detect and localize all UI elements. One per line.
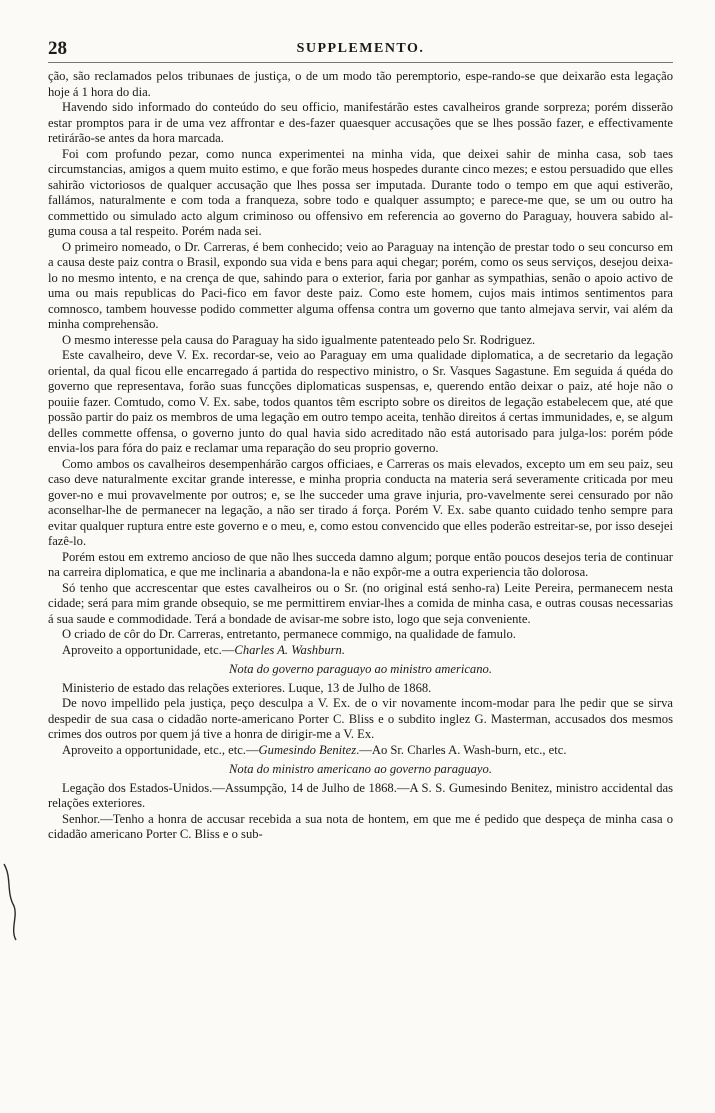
closing-text: Aproveito a opportunidade, etc.— <box>62 642 235 657</box>
section-heading: Nota do ministro americano ao governo paraguayo. <box>229 762 492 776</box>
running-title: SUPPLEMENTO. <box>296 41 425 56</box>
paragraph: Senhor.—Tenho a honra de accusar recebida a sua nota de hontem, em que me é pedido que despeça de minha casa o cidadão americano Porter C. Bliss e o sub- <box>48 811 673 841</box>
dateline: Ministerio de estado das relações exteriores. Luque, 13 de Julho de 1868. <box>62 680 432 695</box>
scan-edge-mark <box>0 860 22 944</box>
closing-text: Aproveito a opportunidade, etc., etc.— <box>62 742 259 757</box>
signature: Charles A. Washburn. <box>234 642 345 657</box>
paragraph: Só tenho que accrescentar que estes cavalheiros ou o Sr. (no original está senho-ra) Leite Pereira, permanecem nesta cidade; será para mim grande obsequio, se me permittirem enviar-lhes a comida de minha casa, e outras cousas necessarias á sua saude e commodidade. Terá a bondade de avisar-me sobre isto, logo que seja conveniente. <box>48 580 673 626</box>
page <box>48 38 673 843</box>
page-number: 28 <box>48 38 67 59</box>
page-header <box>48 38 673 63</box>
paragraph: O criado de côr do Dr. Carreras, entretanto, permanece commigo, na qualidade de famulo. <box>62 627 516 641</box>
paragraph: O primeiro nomeado, o Dr. Carreras, é bem conhecido; veio ao Paraguay na intenção de prestar todo o seu concurso em a causa deste paiz contra o Brasil, expondo sua vida e bens para aqui chegar; porém, como os seus serviços, desejou deixa-lo no mesmo intento, e na crença de que, sahindo para o exterior, faria por ganhar as sympathias, senão o apoio activo de uma ou mais republicas do Paci-fico em favor deste paiz. Como este homem, cujos mais intimos sentimentos para comnosco, tambem houvesse podido commetter alguma offensa contra um governo que tanto almejava servir, vai além da minha comprehensão. <box>48 239 673 331</box>
paragraph: Este cavalheiro, deve V. Ex. recordar-se, veio ao Paraguay em uma qualidade diplomatica, a de secretario da legação oriental, da qual ficou elle encarregado á partida do respectivo ministro, o Sr. Vasques Sagastune. Em seguida á quéda do governo que representava, forão suas funcções diplomaticas suspensas, e, querendo então deixar o paiz, até hoje não o pouiie fazer. Comtudo, como V. Ex. sabe, todos quantos têm escripto sobre os direitos de legação estabelecem que, até que possão partir do paiz os membros de uma legação em outro tempo aceita, tenhão direitos á certas immunidades, e, se algum delles commette offensa, o governo junto do qual havia sido acreditado não está autorisado para julga-los: porém póde envia-los para fóra do paiz e reclamar uma reparação do seu proprio governo. <box>48 348 673 455</box>
addressee: .—Ao Sr. Charles A. Wash-burn, etc., etc. <box>356 742 567 757</box>
closing-line <box>48 743 673 759</box>
document-body <box>48 69 673 843</box>
closing-line <box>48 643 673 659</box>
signature: Gumesindo Benitez <box>258 742 357 757</box>
paragraph: Havendo sido informado do conteúdo do seu officio, manifestárão estes cavalheiros grande sorpreza; porém disserão estar promptos para ir de uma vez affrontar e des-fazer quaesquer accusações que se lhes possão fazer, e effectivamente retirárão-se antes da hora marcada. <box>48 100 673 145</box>
paragraph: O mesmo interesse pela causa do Paraguay ha sido igualmente patenteado pelo Sr. Rodriguez. <box>62 332 536 347</box>
paragraph: De novo impellido pela justiça, peço desculpa a V. Ex. de o vir novamente incom-modar para lhe pedir que se sirva despedir de sua casa o cidadão norte-americano Porter C. Bliss e o subdito inglez G. Masterman, accusados dos mesmos crimes dos outros por quem já tive a honra de dirigir-me a V. Ex. <box>48 696 673 741</box>
section-heading: Nota do governo paraguayo ao ministro americano. <box>229 662 492 676</box>
paragraph: Como ambos os cavalheiros desempenhárão cargos officiaes, e Carreras os mais elevados, excepto um em seu paiz, seu caso deve naturalmente excitar grande interesse, e minha propria conducta na materia será severamente criticada por meu gover-no e mui provavelmente por outros; e, se lhe succeder uma grave injuria, pro-vavelmente serei censurado por não aconselhar-lhe de permanecer na legação, a não ser tirado á força. Porém V. Ex. sabe quanto cuidado tenho sempre para evitar qualquer ruptura entre este governo e o meu, e, como estou convencido que elles poderão estreitar-se, por isso desejei fazê-lo. <box>48 456 673 548</box>
dateline: Legação dos Estados-Unidos.—Assumpção, 14 de Julho de 1868.—A S. S. Gumesindo Benitez, ministro accidental das relações exteriores. <box>48 780 673 810</box>
paragraph: Porém estou em extremo ancioso de que não lhes succeda damno algum; porque então poucos desejos teria de continuar na carreira diplomatica, e que me inclinaria a abandona-la e não expôr-me a outra experiencia tão dolorosa. <box>48 549 673 579</box>
paragraph: ção, são reclamados pelos tribunaes de justiça, o de um modo tão peremptorio, espe-rando-se que deixarão esta legação hoje á 1 hora do dia. <box>48 69 673 99</box>
paragraph: Foi com profundo pezar, como nunca experimentei na minha vida, que deixei sahir de minha casa, sob taes circumstancias, amigos a quem muito estimo, e que forão meus hospedes durante cinco mezes; e estou persuadido que elles sahirão victoriosos de qualquer accusação que lhes possa ser imputada. Durante todo o tempo em que aqui estiverão, fallámos, naturalmente e com toda a franqueza, sobre todo e qualquer assumpto; e parece-me que, se um ou outro ha commettido ou simulado acto algum criminoso ou offensivo em referencia ao governo do Paraguay, houvera sabido al-guma cousa a tal respeito. Porém nada sei. <box>48 146 673 238</box>
